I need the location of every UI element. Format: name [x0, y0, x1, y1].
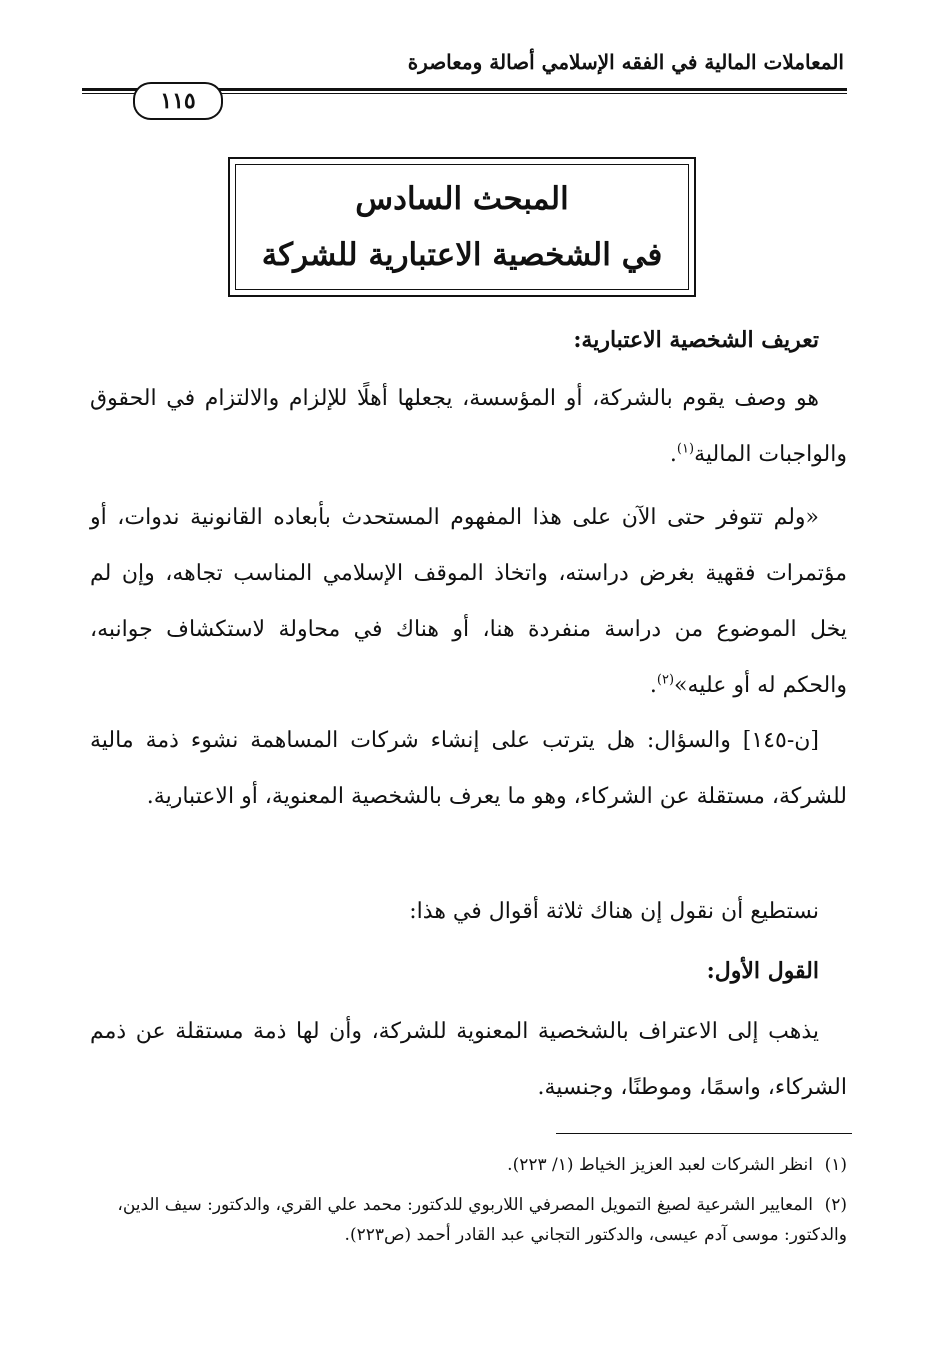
quote-text: «ولم تتوفر حتى الآن على هذا المفهوم المستحدث بأبعاده القانونية ندوات، أو مؤتمرات فقهية بغرض دراسته، واتخاذ الموقف الإسلامي المناسب تجاهه، وإن لم يخل الموضوع من دراسة منفردة هنا، أو هناك في محاولة لاستكشاف جوانبه، والحكم له أو عليه»: [90, 505, 847, 698]
definition-paragraph: هو وصف يقوم بالشركة، أو المؤسسة، يجعلها أهلًا للإلزام والالتزام في الحقوق والواجبات المالية$^{(١)}$.: [90, 386, 847, 467]
footnote-number: (٢): [824, 1195, 847, 1215]
section-title-line-2: في الشخصية الاعتبارية للشركة: [261, 237, 663, 273]
section-title-box: [228, 157, 696, 297]
footnote-separator: [556, 1133, 852, 1134]
question-paragraph: [ن-١٤٥] والسؤال: هل يترتب على إنشاء شركات المساهمة نشوء ذمة مالية للشركة، مستقلة عن الشركاء، وهو ما يعرف بالشخصية المعنوية، أو الاعتبارية.: [90, 728, 847, 809]
section-title-line-1: المبحث السادس: [355, 181, 569, 217]
page-number-text: ١١٥: [160, 88, 196, 114]
three-views-line: نستطيع أن نقول إن هناك ثلاثة أقوال في هذا:: [409, 899, 819, 924]
page-number: [133, 82, 223, 120]
first-view-heading: القول الأول:: [706, 958, 819, 984]
definition-heading: تعريف الشخصية الاعتبارية:: [573, 327, 819, 353]
footnote-text: المعايير الشرعية لصيغ التمويل المصرفي اللاربوي للدكتور: محمد علي القري، والدكتور: سيف الدين، والدكتور: موسى آدم عيسى، والدكتور التجاني عبد القادر أحمد (ص٢٢٣).: [117, 1195, 847, 1245]
footnote-ref-1: (١): [676, 441, 695, 457]
footnote-2: [90, 1190, 847, 1250]
definition-text: هو وصف يقوم بالشركة، أو المؤسسة، يجعلها أهلًا للإلزام والالتزام في الحقوق والواجبات المالية: [90, 386, 847, 467]
footnote-text: انظر الشركات لعبد العزيز الخياط (١/ ٢٢٣).: [507, 1155, 813, 1175]
footnote-ref-2: (٢): [656, 672, 675, 688]
first-view-paragraph: يذهب إلى الاعتراف بالشخصية المعنوية للشركة، وأن لها ذمة مستقلة عن ذمم الشركاء، واسمًا، وموطنًا، وجنسية.: [90, 1019, 847, 1100]
footnote-number: (١): [824, 1155, 847, 1175]
running-header-title: المعاملات المالية في الفقه الإسلامي أصالة ومعاصرة: [407, 50, 844, 74]
footnote-1: [90, 1150, 847, 1180]
quote-paragraph: «ولم تتوفر حتى الآن على هذا المفهوم المستحدث بأبعاده القانونية ندوات، أو مؤتمرات فقهية بغرض دراسته، واتخاذ الموقف الإسلامي المناسب تجاهه، وإن لم يخل الموضوع من دراسة منفردة هنا، أو هناك في محاولة لاستكشاف جوانبه، والحكم له أو عليه»$^{(٢)}$.: [90, 505, 847, 698]
